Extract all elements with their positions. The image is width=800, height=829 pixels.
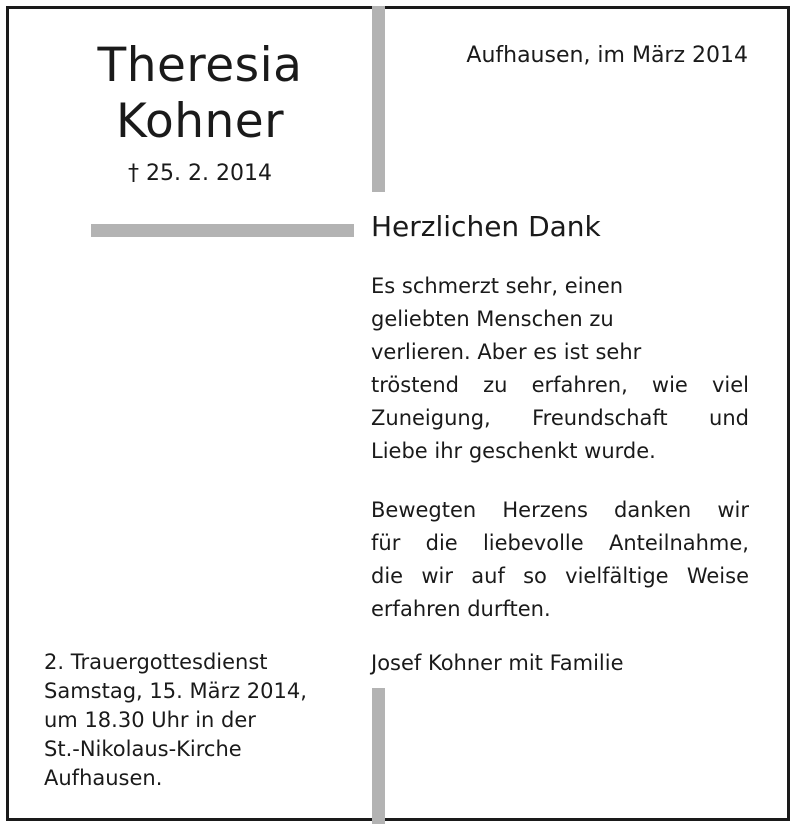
deceased-last-name: Kohner (115, 94, 285, 149)
paragraph-line: die wir auf so vielfältige Weise (371, 564, 749, 588)
paragraph-line: verlieren. Aber es ist sehr (371, 340, 642, 364)
service-line: Aufhausen. (44, 766, 163, 790)
service-line: Samstag, 15. März 2014, (44, 679, 307, 703)
divider-horizontal (91, 224, 354, 237)
paragraph-line: für die liebevolle Anteilnahme, (371, 531, 749, 555)
paragraph-line: Es schmerzt sehr, einen (371, 274, 624, 298)
signature: Josef Kohner mit Familie (371, 651, 624, 675)
paragraph-line: geliebten Menschen zu (371, 307, 614, 331)
thanks-heading: Herzlichen Dank (371, 210, 601, 243)
paragraph-line: Zuneigung, Freundschaft und (371, 406, 749, 430)
paragraph-line: erfahren durften. (371, 597, 551, 621)
death-date: † 25. 2. 2014 (128, 161, 272, 186)
divider-vertical-top (372, 6, 385, 192)
divider-vertical-bottom (372, 688, 385, 824)
service-line: um 18.30 Uhr in der (44, 708, 256, 732)
thanks-paragraph-1 (371, 270, 749, 468)
service-line: St.-Nikolaus-Kirche (44, 737, 242, 761)
memorial-service-info (44, 648, 307, 793)
deceased-block (70, 38, 330, 188)
paragraph-line: Liebe ihr geschenkt wurde. (371, 439, 656, 463)
paragraph-line: tröstend zu erfahren, wie viel (371, 373, 749, 397)
service-line: 2. Trauergottesdienst (44, 650, 268, 674)
place-and-date: Aufhausen, im März 2014 (466, 43, 748, 68)
paragraph-line: Bewegten Herzens danken wir (371, 498, 749, 522)
deceased-first-name: Theresia (97, 38, 303, 93)
thanks-paragraph-2 (371, 494, 749, 626)
